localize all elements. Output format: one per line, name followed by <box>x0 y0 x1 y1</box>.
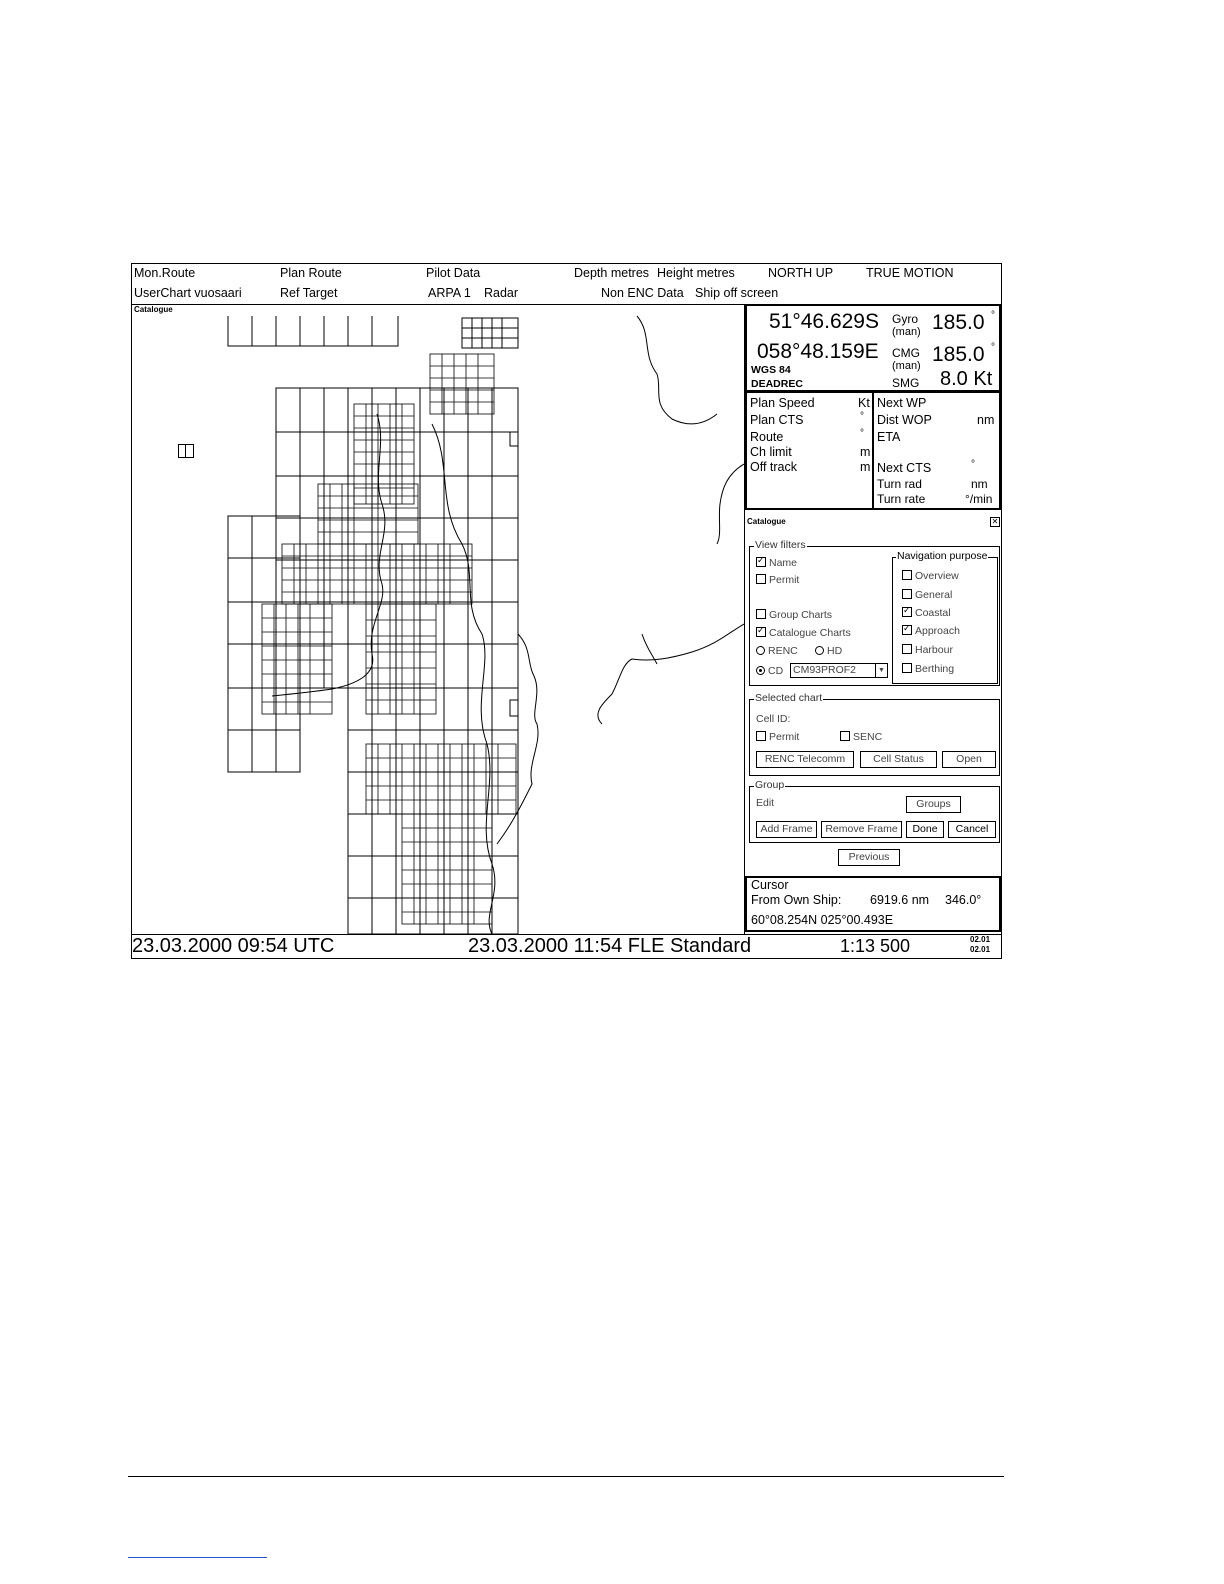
footer-link-underline <box>128 1557 267 1558</box>
motion-mode-button[interactable]: TRUE MOTION <box>866 266 954 280</box>
senc-checkbox[interactable] <box>840 731 882 743</box>
utc-time: 23.03.2000 09:54 UTC <box>132 935 335 957</box>
version-line-2: 02.01 <box>970 945 991 954</box>
smg-value: 8.0 Kt <box>940 368 993 390</box>
eta-label: ETA <box>877 430 901 444</box>
overview-label: Overview <box>915 570 959 582</box>
gyro-sub: (man) <box>892 326 921 338</box>
orientation-button[interactable]: NORTH UP <box>768 266 834 280</box>
plan-speed-label: Plan Speed <box>750 396 815 410</box>
done-button[interactable]: Done <box>906 821 944 838</box>
cell-status-button[interactable]: Cell Status <box>860 751 937 768</box>
group-charts-label: Group Charts <box>769 609 833 621</box>
off-track-unit: m <box>860 460 871 474</box>
cd-radio-label: CD <box>768 665 784 677</box>
view-filters-legend: View filters <box>755 539 806 551</box>
mon-route-button[interactable]: Mon.Route <box>134 266 196 280</box>
turn-rad-label: Turn rad <box>877 477 922 491</box>
datum: WGS 84 <box>751 364 791 376</box>
turn-rate-label: Turn rate <box>877 492 926 506</box>
pilot-data-button[interactable]: Pilot Data <box>426 266 481 280</box>
plan-route-button[interactable]: Plan Route <box>280 266 342 280</box>
groups-button[interactable]: Groups <box>906 796 961 813</box>
harbour-checkbox[interactable] <box>902 644 953 656</box>
chart-coverage-grid[interactable] <box>132 304 744 934</box>
permit-checkbox-label: Permit <box>769 574 800 586</box>
group-charts-checkbox[interactable] <box>756 609 832 621</box>
senc-label: SENC <box>853 731 883 743</box>
longitude: 058°48.159E <box>757 340 879 363</box>
ch-limit-label: Ch limit <box>750 445 792 459</box>
open-button[interactable]: Open <box>942 751 996 768</box>
chevron-down-icon[interactable]: ▼ <box>875 664 887 677</box>
latitude: 51°46.629S <box>769 310 879 333</box>
renc-radio-label: RENC <box>768 645 798 657</box>
cd-radio[interactable] <box>756 665 783 677</box>
chart-catalogue-map[interactable] <box>132 304 745 934</box>
renc-radio[interactable] <box>756 645 798 657</box>
depth-units-button[interactable]: Depth metres <box>574 266 650 280</box>
route-label: Route <box>750 430 784 444</box>
name-checkbox[interactable] <box>756 557 797 569</box>
next-cts-unit: ° <box>971 459 975 470</box>
cancel-button[interactable]: Cancel <box>948 821 996 838</box>
gyro-label: Gyro <box>892 312 919 326</box>
coastal-label: Coastal <box>915 607 951 619</box>
cd-select-value: CM93PROF2 <box>793 664 857 676</box>
footer-rule <box>128 1476 1004 1477</box>
navigation-purpose-legend: Navigation purpose <box>897 550 988 562</box>
catalogue-charts-label: Catalogue Charts <box>769 627 851 639</box>
general-label: General <box>915 589 953 601</box>
plan-cts-label: Plan CTS <box>750 413 804 427</box>
turn-rate-unit: °/min <box>965 492 993 506</box>
arpa-button[interactable]: ARPA 1 <box>428 286 471 300</box>
radar-button[interactable]: Radar <box>484 286 519 300</box>
renc-telecomm-button[interactable]: RENC Telecomm <box>756 751 854 768</box>
ch-limit-unit: m <box>860 445 871 459</box>
navigation-purpose-group <box>892 550 998 684</box>
route-panel <box>745 391 1001 510</box>
add-frame-button[interactable]: Add Frame <box>756 821 817 838</box>
position-mode: DEADREC <box>751 378 803 390</box>
plan-cts-unit: ° <box>860 411 864 422</box>
catalogue-dialog-title: Catalogue <box>747 517 786 526</box>
group-legend: Group <box>755 779 785 791</box>
hd-radio[interactable] <box>815 645 842 657</box>
coastal-checkbox[interactable] <box>902 607 951 619</box>
cursor-panel <box>745 876 1001 932</box>
next-wp-label: Next WP <box>877 396 927 410</box>
cmg-label: CMG <box>892 346 920 360</box>
off-track-label: Off track <box>750 460 798 474</box>
local-time: 23.03.2000 11:54 FLE Standard <box>468 935 752 957</box>
version-line-1: 02.01 <box>970 935 991 944</box>
permit-checkbox[interactable] <box>756 574 799 586</box>
dist-wop-unit: nm <box>977 413 995 427</box>
cd-select[interactable] <box>790 663 888 678</box>
overview-checkbox[interactable] <box>902 570 959 582</box>
hd-radio-label: HD <box>827 645 843 657</box>
cmg-sub: (man) <box>892 360 921 372</box>
approach-label: Approach <box>915 625 960 637</box>
plan-speed-unit: Kt <box>858 396 870 410</box>
dist-wop-label: Dist WOP <box>877 413 932 427</box>
height-units-button[interactable]: Height metres <box>657 266 735 280</box>
next-cts-label: Next CTS <box>877 461 932 475</box>
cell-id-label: Cell ID: <box>756 713 791 725</box>
cmg-value: 185.0 <box>932 343 985 366</box>
berthing-checkbox[interactable] <box>902 663 954 675</box>
previous-button[interactable]: Previous <box>838 849 900 866</box>
selected-chart-legend: Selected chart <box>755 692 823 704</box>
cursor-title: Cursor <box>751 878 789 892</box>
group-group <box>749 779 1000 843</box>
map-mode-label: Catalogue <box>134 305 173 314</box>
split-view-icon[interactable] <box>178 444 194 458</box>
route-unit: ° <box>860 428 864 439</box>
catalogue-charts-checkbox[interactable] <box>756 627 851 639</box>
from-own-ship-label: From Own Ship: <box>751 893 842 907</box>
name-checkbox-label: Name <box>769 557 798 569</box>
close-icon[interactable]: ✕ <box>991 517 999 526</box>
cmg-deg: ° <box>991 342 995 353</box>
ref-target-button[interactable]: Ref Target <box>280 286 338 300</box>
bottom-status-bar <box>132 934 1001 960</box>
remove-frame-button[interactable]: Remove Frame <box>821 821 902 838</box>
top-status-bar <box>132 264 1001 305</box>
selected-permit-checkbox[interactable] <box>756 731 799 743</box>
cursor-position: 60°08.254N 025°00.493E <box>751 913 894 927</box>
position-panel <box>745 304 1001 392</box>
general-checkbox[interactable] <box>902 589 952 601</box>
view-filters-group <box>749 539 1000 686</box>
edit-label: Edit <box>756 797 775 809</box>
user-chart-button[interactable]: UserChart vuosaari <box>134 286 242 300</box>
non-enc-data-indicator: Non ENC Data <box>601 286 684 300</box>
harbour-label: Harbour <box>915 644 953 656</box>
berthing-label: Berthing <box>915 663 955 675</box>
selected-permit-label: Permit <box>769 731 800 743</box>
smg-label: SMG <box>892 376 920 390</box>
cursor-distance: 6919.6 nm <box>870 893 930 907</box>
cursor-bearing: 346.0° <box>945 893 982 907</box>
chart-scale[interactable]: 1:13 500 <box>840 936 911 956</box>
turn-rad-unit: nm <box>971 477 988 491</box>
approach-checkbox[interactable] <box>902 625 960 637</box>
gyro-deg: ° <box>991 310 995 321</box>
gyro-value: 185.0 <box>932 311 985 334</box>
selected-chart-group <box>749 692 1000 776</box>
ship-off-screen-indicator: Ship off screen <box>695 286 779 300</box>
